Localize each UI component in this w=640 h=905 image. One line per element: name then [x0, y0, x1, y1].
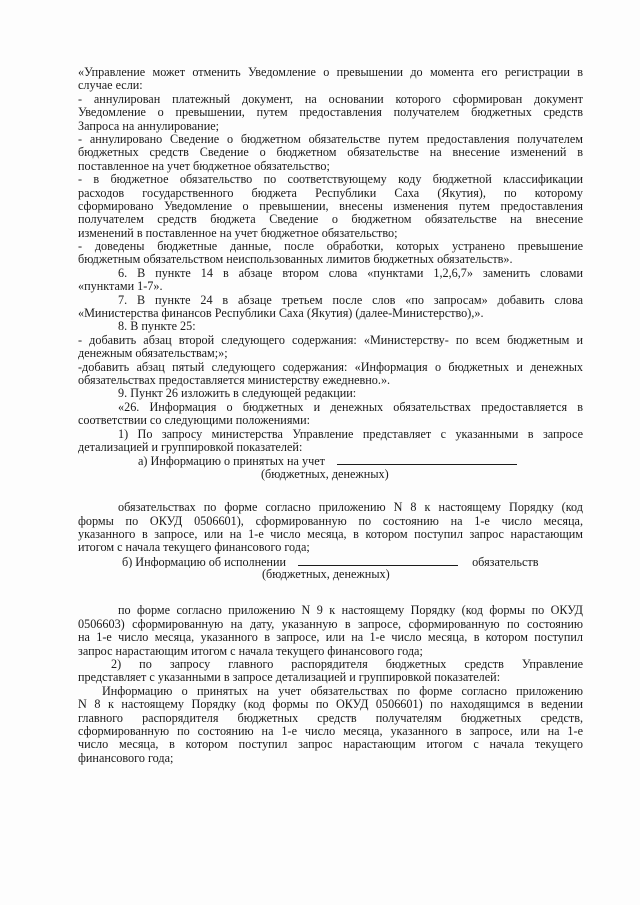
text-line: «Министерства финансов Республики Саха (Якутия) (далее-Министерство),».	[78, 307, 484, 321]
fill-in-blank	[337, 454, 517, 465]
text-line: Уведомление о превышении, путем предоставления получателем бюджетных средств	[78, 106, 583, 120]
text-line: запрос нарастающим итогом с начала текущего финансового года;	[78, 644, 423, 658]
spacer	[78, 481, 583, 501]
text-line: 1) По запросу министерства Управление представляет с указанными в запросе	[118, 427, 583, 441]
text-line: поставленное на учет бюджетное обязательство;	[78, 159, 330, 173]
text-line: сформированную по состоянию на 1-е число месяца, указанного в запросе, или на 1-е	[78, 724, 583, 738]
document-body	[78, 66, 583, 765]
text-line: обязательствах по форме согласно приложению N 8 к настоящему Порядку (код	[118, 501, 583, 515]
text-line: 9. Пункт 26 изложить в следующей редакции:	[118, 387, 357, 401]
text-line: бюджетных средств Сведение о бюджетном обязательстве на внесение изменений в	[78, 146, 583, 160]
text-line: - добавить абзац второй следующего содержания: «Министерству- по всем бюджетным и	[78, 333, 583, 347]
text-line: - доведены бюджетные данные, после обработки, которых устранено превышение	[78, 240, 583, 254]
text-line: 2) по запросу главного распорядителя бюджетных средств Управление	[111, 658, 583, 672]
text-line: изменений в поставленное на учет бюджетное обязательство;	[78, 226, 398, 240]
text-line: Запроса на аннулирование;	[78, 119, 220, 133]
text-line: 0506603) сформированную на дату, указанную в запросе, сформированную по состоянию	[78, 617, 583, 631]
text-line: N 8 к настоящему Порядку (код формы по ОКУД 0506601) по находящимся в ведении	[78, 698, 583, 712]
text-line: на 1-е число месяца, указанного в запросе, или на 1-е число месяца, в котором поступил	[78, 631, 583, 645]
text-line: - аннулирован платежный документ, на основании которого сформирован документ	[78, 92, 583, 106]
text-line: - в бюджетное обязательство по соответствующему коду бюджетной классификации	[78, 173, 583, 187]
spacer	[78, 581, 583, 604]
text-line: случае если:	[78, 79, 143, 93]
text-line: - аннулировано Сведение о бюджетном обязательстве путем предоставления получателем	[78, 132, 583, 146]
text-line: «пунктами 1-7».	[78, 280, 163, 294]
text-line: Информацию о принятых на учет обязательствах по форме согласно приложению	[102, 684, 583, 698]
text-line: -добавить абзац пятый следующего содержания: «Информация о бюджетных и денежных	[78, 360, 583, 374]
text-line: денежным обязательствам;»;	[78, 347, 228, 361]
fill-in-blank	[298, 555, 458, 566]
text-line: 8. В пункте 25:	[118, 320, 196, 334]
form-line-b-label: б) Информацию об исполнении	[122, 554, 287, 569]
text-line: детализацией и группировкой показателей:	[78, 440, 303, 454]
form-line-a-label: а) Информацию о принятых на учет	[138, 454, 325, 468]
form-line-a	[78, 454, 583, 467]
text-line: число месяца, в котором поступил запрос нарастающим итогом с начала текущего	[78, 738, 583, 752]
text-line: «Управление может отменить Уведомление о превышении до момента его регистрации в	[78, 66, 583, 79]
text-line: формы по ОКУД 0506601), сформированную по состоянию на 1-е число месяца,	[78, 514, 583, 528]
text-line: представляет с указанными в запросе детализацией и группировкой показателей:	[78, 671, 501, 685]
text-line: 7. В пункте 24 в абзаце третьем после слов «по запросам» добавить слова	[118, 293, 583, 307]
text-line: указанного в запросе, или на 1-е число месяца, в котором поступил запрос нарастающим	[78, 527, 583, 541]
blank-caption: (бюджетных, денежных)	[262, 568, 390, 582]
text-line: итогом с начала текущего финансового года;	[78, 541, 310, 555]
text-line: 6. В пункте 14 в абзаце втором слова «пунктами 1,2,6,7» заменить словами	[118, 266, 583, 280]
text-line: сформировано Уведомление о превышении, внесены изменения путем предоставления	[78, 199, 583, 213]
text-line: главного распорядителя бюджетных средств получателям бюджетных средств,	[78, 711, 583, 725]
blank-caption: (бюджетных, денежных)	[261, 467, 389, 481]
text-line: по форме согласно приложению N 9 к настоящему Порядку (код формы по ОКУД	[118, 604, 583, 618]
text-line: соответствии со следующими положениями:	[78, 414, 311, 428]
text-line: финансового года;	[78, 751, 174, 765]
text-line: «26. Информация о бюджетных и денежных обязательствах предоставляется в	[118, 400, 583, 414]
form-line-b	[78, 555, 583, 568]
form-line-b-tail: обязательств	[472, 554, 539, 569]
text-line: получателем средств бюджета Сведение о бюджетном обязательстве на внесение	[78, 213, 583, 227]
text-line: бюджетным обязательством неиспользованных лимитов бюджетных обязательств».	[78, 253, 513, 267]
text-line: расходов государственного бюджета Республики Саха (Якутия), по которому	[78, 186, 583, 200]
text-line: обязательствах предоставляется министерству ежедневно.».	[78, 373, 391, 387]
